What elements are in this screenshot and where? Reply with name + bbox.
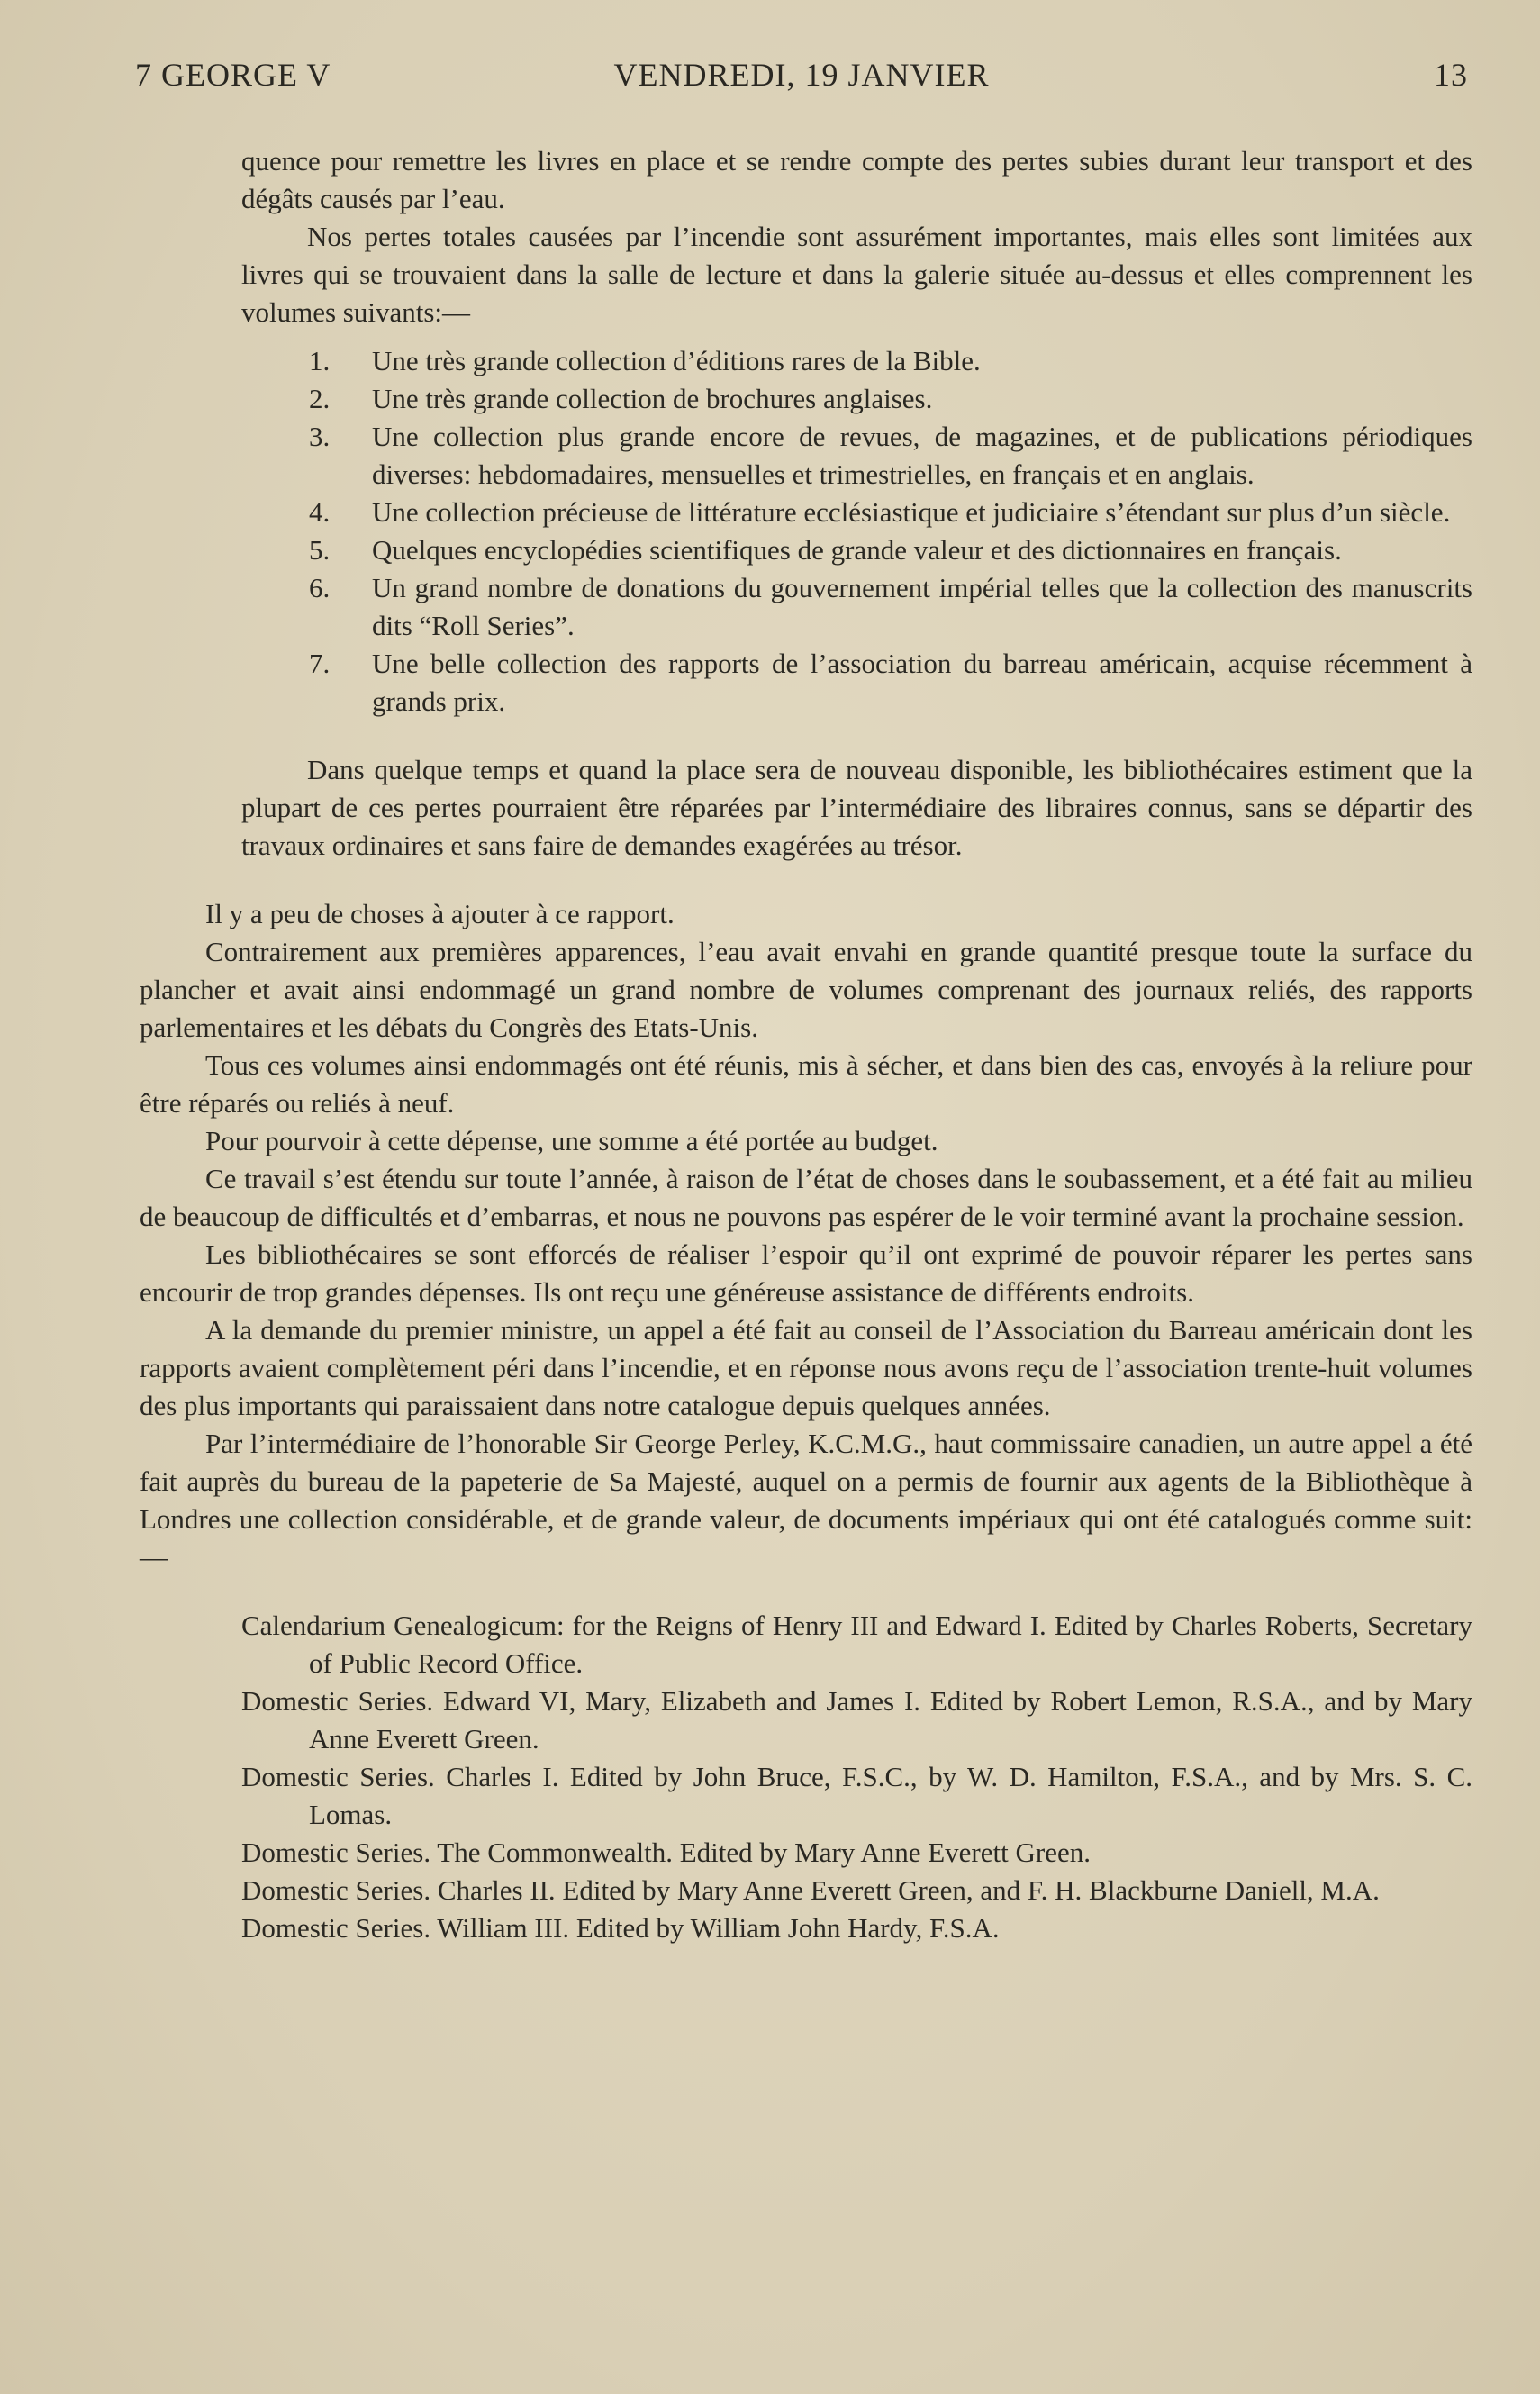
list-item-text: Une collection précieuse de littérature ecclésiastique et judiciaire s’étendant sur plus d’un siècle. [372,496,1451,528]
list-item [241,494,1472,531]
body-paragraph: Les bibliothécaires se sont efforcés de réaliser l’espoir qu’il ont exprimé de pouvoir réparer les pertes sans encourir de trop grandes dépenses. Ils ont reçu une généreuse assistance de différents endroits. [140,1238,1472,1308]
list-item-text: Une collection plus grande encore de revues, de magazines, et de publications périodiques diverses: hebdomadaires, mensuelles et trimestrielles, en français et en anglais. [372,421,1472,490]
list-item-text: Une très grande collection de brochures anglaises. [372,383,933,414]
list-item-number: 7. [309,648,331,679]
list-item [241,569,1472,645]
body-paragraph: Contrairement aux premières apparences, l’eau avait envahi en grande quantité presque toute la surface du plancher et avait ainsi endommagé un grand nombre de volumes comprenant des journaux reliés, des rapports parlementaires et les débats du Congrès des Etats-Unis. [140,936,1472,1043]
catalogue-entry: Domestic Series. Charles II. Edited by Mary Anne Everett Green, and F. H. Blackburne Daniell, M.A. [241,1874,1380,1906]
list-item-number: 6. [309,572,331,603]
page-body [140,142,1472,1947]
header-date: VENDREDI, 19 JANVIER [613,57,990,93]
list-item [241,418,1472,494]
quoted-intro-paragraph: Nos pertes totales causées par l’incendie sont assurément importantes, mais elles sont limitées aux livres qui se trouvaient dans la salle de lecture et dans la galerie située au-dessus et elles comprennent les volumes suivants:— [241,221,1472,328]
list-item [241,645,1472,721]
list-item-text: Un grand nombre de donations du gouvernement impérial telles que la collection des manuscrits dits “Roll Series”. [372,572,1472,641]
list-item [241,342,1472,380]
body-paragraph: Pour pourvoir à cette dépense, une somme a été portée au budget. [205,1125,938,1156]
list-item-number: 3. [309,421,331,452]
list-item-number: 1. [309,345,331,376]
list-item [241,531,1472,569]
catalogue-entry: Calendarium Genealogicum: for the Reigns of Henry III and Edward I. Edited by Charles Roberts, Secretary of Public Record Office. [241,1610,1472,1679]
catalogue-entry: Domestic Series. Charles I. Edited by John Bruce, F.S.C., by W. D. Hamilton, F.S.A., and by Mrs. S. C. Lomas. [241,1761,1472,1830]
list-item-number: 2. [309,383,331,414]
catalogue-entry: Domestic Series. Edward VI, Mary, Elizabeth and James I. Edited by Robert Lemon, R.S.A., and by Mary Anne Everett Green. [241,1685,1472,1755]
report-body [140,895,1472,1576]
header-session: 7 GEORGE V [135,57,331,93]
losses-list [241,342,1472,721]
running-header [135,56,1468,106]
list-item [241,380,1472,418]
body-paragraph: Par l’intermédiaire de l’honorable Sir George Perley, K.C.M.G., haut commissaire canadien, un autre appel a été fait auprès du bureau de la papeterie de Sa Majesté, auquel on a permis de fournir aux agents de la Bibliothèque à Londres une collection considérable, et de grande valeur, de documents impériaux qui ont été catalogués comme suit:— [140,1428,1472,1573]
body-paragraph: Tous ces volumes ainsi endommagés ont été réunis, mis à sécher, et dans bien des cas, envoyés à la reliure pour être réparés ou reliés à neuf. [140,1049,1472,1119]
body-paragraph: Il y a peu de choses à ajouter à ce rapport. [205,898,675,929]
list-item-text: Quelques encyclopédies scientifiques de grande valeur et des dictionnaires en français. [372,534,1342,566]
list-item-text: Une très grande collection d’éditions rares de la Bible. [372,345,981,376]
body-paragraph: A la demande du premier ministre, un appel a été fait au conseil de l’Association du Barreau américain dont les rapports avaient complètement péri dans l’incendie, et en réponse nous avons reçu de l’association trente-huit volumes des plus importants qui paraissaient dans notre catalogue depuis quelques années. [140,1314,1472,1421]
quoted-closing-paragraph: Dans quelque temps et quand la place sera de nouveau disponible, les bibliothécaires estiment que la plupart de ces pertes pourraient être réparées par l’intermédiaire des libraires connus, sans se départir des travaux ordinaires et sans faire de demandes exagérées au trésor. [241,754,1472,861]
list-item-number: 5. [309,534,331,566]
catalogue-entry: Domestic Series. The Commonwealth. Edited by Mary Anne Everett Green. [241,1836,1091,1868]
body-paragraph: Ce travail s’est étendu sur toute l’année, à raison de l’état de choses dans le soubassement, et a été fait au milieu de beaucoup de difficultés et d’embarras, et nous ne pouvons pas espérer de le voir terminé avant la prochaine session. [140,1163,1472,1232]
documents-catalogue-list [140,1607,1472,1947]
list-item-number: 4. [309,496,331,528]
list-item-text: Une belle collection des rapports de l’association du barreau américain, acquise récemment à grands prix. [372,648,1472,717]
quoted-report [241,142,1472,865]
page-number: 13 [1434,57,1468,93]
catalogue-entry: Domestic Series. William III. Edited by William John Hardy, F.S.A. [241,1912,1000,1944]
quoted-continuation: quence pour remettre les livres en place et se rendre compte des pertes subies durant leur transport et des dégâts causés par l’eau. [241,145,1472,214]
